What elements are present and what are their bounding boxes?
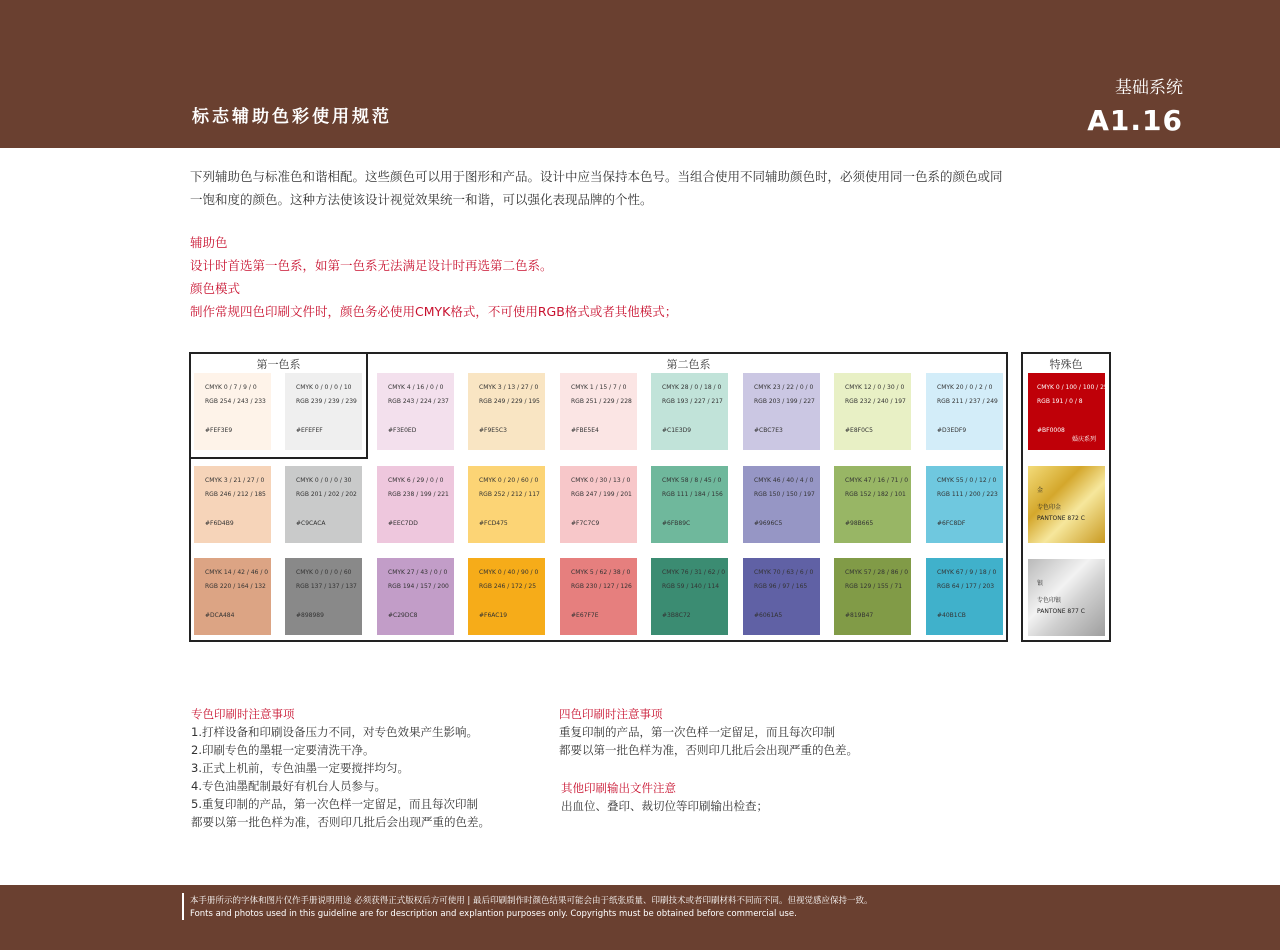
- rgb-value: RGB 150 / 150 / 197: [754, 491, 815, 498]
- footer-band: [0, 885, 1280, 950]
- color-swatch: [194, 373, 271, 450]
- rule-heading: 辅助色: [190, 235, 228, 250]
- hex-value: #C1E3D9: [662, 427, 692, 434]
- hex-value: #D3EDF9: [937, 427, 967, 434]
- special-colors-label: 特殊色: [1049, 358, 1083, 371]
- intro-line: 下列辅助色与标准色和谐相配。这些颜色可以用于图形和产品。设计中应当保持本色号。当组合使用不同辅助颜色时，必须使用同一色系的颜色或同: [190, 169, 1003, 184]
- cmyk-value: CMYK 4 / 16 / 0 / 0: [388, 384, 444, 391]
- footer-disclaimer-cn: 本手册所示的字体和图片仅作手册说明用途 必须获得正式版权后方可使用 | 最后印刷制作时颜色结果可能会由于纸张质量、印刷技术或者印刷材料不同而不同。但视觉感应保持一致。: [190, 896, 873, 906]
- color-swatch: [194, 466, 271, 543]
- color-swatch: [377, 558, 454, 635]
- footer-bar: [182, 893, 184, 920]
- note-line: 4.专色油墨配制最好有机台人员参与。: [191, 779, 386, 793]
- cmyk-value: CMYK 67 / 9 / 18 / 0: [937, 569, 997, 576]
- rgb-value: RGB 194 / 157 / 200: [388, 583, 449, 590]
- color-swatch: [468, 373, 545, 450]
- hex-value: #6061A5: [754, 612, 783, 619]
- color-rules: [190, 231, 677, 323]
- color-swatch: [926, 373, 1003, 450]
- hex-value: #F6D4B9: [205, 520, 234, 527]
- rgb-value: RGB 230 / 127 / 126: [571, 583, 632, 590]
- rgb-value: RGB 220 / 164 / 132: [205, 583, 266, 590]
- rule-text: 制作常规四色印刷文件时，颜色务必使用CMYK格式，不可使用RGB格式或者其他模式；: [190, 304, 678, 319]
- hex-value: #F6AC19: [479, 612, 508, 619]
- color-swatch: [743, 558, 820, 635]
- rgb-value: RGB 246 / 172 / 25: [479, 583, 537, 590]
- cmyk-value: CMYK 20 / 0 / 2 / 0: [937, 384, 993, 391]
- rgb-value: RGB 129 / 155 / 71: [845, 583, 903, 590]
- hex-value: #BF0008: [1037, 427, 1065, 434]
- hex-value: #EEC7DD: [388, 520, 418, 527]
- color-swatch: [285, 373, 362, 450]
- rgb-value: RGB 201 / 202 / 202: [296, 491, 357, 498]
- hex-value: #819B47: [845, 612, 874, 619]
- special-swatch-red: [1028, 373, 1108, 450]
- color-swatch: [285, 466, 362, 543]
- color-swatch: [834, 373, 911, 450]
- hex-value: #898989: [296, 612, 324, 619]
- cmyk-value: CMYK 0 / 0 / 0 / 60: [296, 569, 352, 576]
- hex-value: #FCD475: [479, 520, 508, 527]
- color-swatch: [560, 466, 637, 543]
- rgb-value: RGB 96 / 97 / 165: [754, 583, 808, 590]
- color-swatch: [560, 373, 637, 450]
- rgb-value: RGB 203 / 199 / 227: [754, 398, 815, 405]
- hex-value: #98B665: [845, 520, 874, 527]
- hex-value: #3B8C72: [662, 612, 691, 619]
- cmyk-value: CMYK 46 / 40 / 4 / 0: [754, 477, 814, 484]
- pantone-code: PANTONE 872 C: [1037, 515, 1085, 522]
- series-tag: 婚庆系列: [1072, 436, 1097, 443]
- rgb-value: RGB 137 / 137 / 137: [296, 583, 357, 590]
- color-swatch: [651, 466, 728, 543]
- note-line: 重复印制的产品，第一次色样一定留足，而且每次印制: [559, 725, 835, 739]
- special-swatch-gold: [1028, 466, 1105, 543]
- note-line: 1.打样设备和印刷设备压力不同，对专色效果产生影响。: [191, 725, 478, 739]
- color-swatch: [834, 466, 911, 543]
- cmyk-value: CMYK 0 / 0 / 0 / 10: [296, 384, 352, 391]
- page-code: A1.16: [1087, 104, 1183, 137]
- hex-value: #9696C5: [754, 520, 783, 527]
- note-line: 2.印刷专色的墨辊一定要清洗干净。: [191, 743, 375, 757]
- color-swatch: [926, 466, 1003, 543]
- rule-heading: 颜色模式: [190, 281, 241, 296]
- header-band: [0, 0, 1280, 148]
- hex-value: #F3E0ED: [388, 427, 417, 434]
- rgb-value: RGB 238 / 199 / 221: [388, 491, 449, 498]
- hex-value: #FBE5E4: [571, 427, 599, 434]
- color-swatch: [834, 558, 911, 635]
- color-swatch: [926, 558, 1003, 635]
- color-swatch: [651, 558, 728, 635]
- frame-divider: [189, 457, 368, 459]
- rgb-value: RGB 111 / 184 / 156: [662, 491, 723, 498]
- cmyk-value: CMYK 57 / 28 / 86 / 0: [845, 569, 909, 576]
- color-swatch: [743, 466, 820, 543]
- section-name: 基础系统: [1115, 78, 1183, 98]
- hex-value: #CBC7E3: [754, 427, 783, 434]
- footer-disclaimer-en: Fonts and photos used in this guideline are for description and explantion purposes only. Copyrights must be obtained before commercial use.: [190, 909, 797, 919]
- cmyk-print-notes: [559, 705, 858, 759]
- note-line: 出血位、叠印、裁切位等印刷输出检查；: [561, 799, 768, 813]
- rgb-value: RGB 239 / 239 / 239: [296, 398, 357, 405]
- color-swatch: [560, 558, 637, 635]
- rgb-value: RGB 232 / 240 / 197: [845, 398, 906, 405]
- notes-heading: 专色印刷时注意事项: [191, 707, 295, 721]
- color-swatch: [468, 558, 545, 635]
- notes-heading: 四色印刷时注意事项: [559, 707, 663, 721]
- cmyk-value: CMYK 5 / 62 / 38 / 0: [571, 569, 631, 576]
- cmyk-value: CMYK 3 / 13 / 27 / 0: [479, 384, 539, 391]
- frame-divider: [366, 352, 368, 459]
- cmyk-value: CMYK 6 / 29 / 0 / 0: [388, 477, 444, 484]
- rule-text: 设计时首选第一色系，如第一色系无法满足设计时再选第二色系。: [190, 258, 553, 273]
- spot-label: 专色印金: [1037, 504, 1062, 511]
- cmyk-value: CMYK 55 / 0 / 12 / 0: [937, 477, 997, 484]
- hex-value: #6FB89C: [662, 520, 691, 527]
- hex-value: #EFEFEF: [296, 427, 323, 434]
- first-series-label: 第一色系: [256, 358, 301, 371]
- rgb-value: RGB 152 / 182 / 101: [845, 491, 906, 498]
- rgb-value: RGB 243 / 224 / 237: [388, 398, 449, 405]
- rgb-value: RGB 247 / 199 / 201: [571, 491, 632, 498]
- rgb-value: RGB 193 / 227 / 217: [662, 398, 723, 405]
- cmyk-value: CMYK 23 / 22 / 0 / 0: [754, 384, 814, 391]
- rgb-value: RGB 59 / 140 / 114: [662, 583, 720, 590]
- pantone-code: PANTONE 877 C: [1037, 608, 1085, 615]
- page-title: 标志辅助色彩使用规范: [192, 107, 392, 127]
- cmyk-value: CMYK 76 / 31 / 62 / 0: [662, 569, 726, 576]
- cmyk-value: CMYK 0 / 40 / 90 / 0: [479, 569, 539, 576]
- cmyk-value: CMYK 0 / 20 / 60 / 0: [479, 477, 539, 484]
- cmyk-value: CMYK 1 / 15 / 7 / 0: [571, 384, 627, 391]
- rgb-value: RGB 111 / 200 / 223: [937, 491, 998, 498]
- hex-value: #6FC8DF: [937, 520, 966, 527]
- cmyk-value: CMYK 70 / 63 / 6 / 0: [754, 569, 814, 576]
- cmyk-value: CMYK 47 / 16 / 71 / 0: [845, 477, 909, 484]
- note-line: 都要以第一批色样为准，否则印几批后会出现严重的色差。: [559, 743, 858, 757]
- notes-heading: 其他印刷输出文件注意: [561, 781, 676, 795]
- hex-value: #F7C7C9: [571, 520, 600, 527]
- note-line: 都要以第一批色样为准，否则印几批后会出现严重的色差。: [191, 815, 490, 829]
- rgb-value: RGB 211 / 237 / 249: [937, 398, 998, 405]
- cmyk-value: CMYK 0 / 100 / 100 / 25: [1037, 384, 1108, 391]
- spot-print-notes: [191, 705, 490, 831]
- hex-value: #40B1CB: [937, 612, 966, 619]
- cmyk-value: CMYK 27 / 43 / 0 / 0: [388, 569, 448, 576]
- cmyk-value: CMYK 0 / 30 / 13 / 0: [571, 477, 631, 484]
- rgb-value: RGB 251 / 229 / 228: [571, 398, 632, 405]
- spot-label: 专色印银: [1037, 597, 1062, 604]
- color-swatch: [377, 373, 454, 450]
- color-swatch: [651, 373, 728, 450]
- rgb-value: RGB 249 / 229 / 195: [479, 398, 540, 405]
- cmyk-value: CMYK 28 / 0 / 18 / 0: [662, 384, 722, 391]
- hex-value: #DCA484: [205, 612, 235, 619]
- hex-value: #C9CACA: [296, 520, 326, 527]
- color-swatch: [194, 558, 271, 635]
- rgb-value: RGB 246 / 212 / 185: [205, 491, 266, 498]
- rgb-value: RGB 254 / 243 / 233: [205, 398, 266, 405]
- cmyk-value: CMYK 0 / 7 / 9 / 0: [205, 384, 257, 391]
- cmyk-value: CMYK 3 / 21 / 27 / 0: [205, 477, 265, 484]
- metal-name: 金: [1037, 487, 1044, 494]
- rgb-value: RGB 191 / 0 / 8: [1037, 398, 1083, 405]
- rgb-value: RGB 64 / 177 / 203: [937, 583, 995, 590]
- rgb-value: RGB 252 / 212 / 117: [479, 491, 540, 498]
- color-swatch: [743, 373, 820, 450]
- cmyk-value: CMYK 0 / 0 / 0 / 30: [296, 477, 352, 484]
- hex-value: #FEF3E9: [205, 427, 233, 434]
- intro-line: 一饱和度的颜色。这种方法使该设计视觉效果统一和谐，可以强化表现品牌的个性。: [190, 192, 653, 207]
- other-print-notes: [561, 779, 768, 815]
- metal-name: 银: [1037, 580, 1044, 587]
- hex-value: #E67F7E: [571, 612, 599, 619]
- color-swatch: [468, 466, 545, 543]
- note-line: 5.重复印制的产品，第一次色样一定留足，而且每次印制: [191, 797, 478, 811]
- hex-value: #F9E5C3: [479, 427, 507, 434]
- hex-value: #C29DC8: [388, 612, 418, 619]
- note-line: 3.正式上机前，专色油墨一定要搅拌均匀。: [191, 761, 409, 775]
- hex-value: #E8F0C5: [845, 427, 873, 434]
- cmyk-value: CMYK 14 / 42 / 46 / 0: [205, 569, 269, 576]
- color-swatch: [285, 558, 362, 635]
- cmyk-value: CMYK 58 / 8 / 45 / 0: [662, 477, 722, 484]
- cmyk-value: CMYK 12 / 0 / 30 / 0: [845, 384, 905, 391]
- special-swatch-silver: [1028, 559, 1105, 636]
- second-series-label: 第二色系: [666, 358, 711, 371]
- color-swatch: [377, 466, 454, 543]
- intro-paragraph: [190, 165, 1040, 211]
